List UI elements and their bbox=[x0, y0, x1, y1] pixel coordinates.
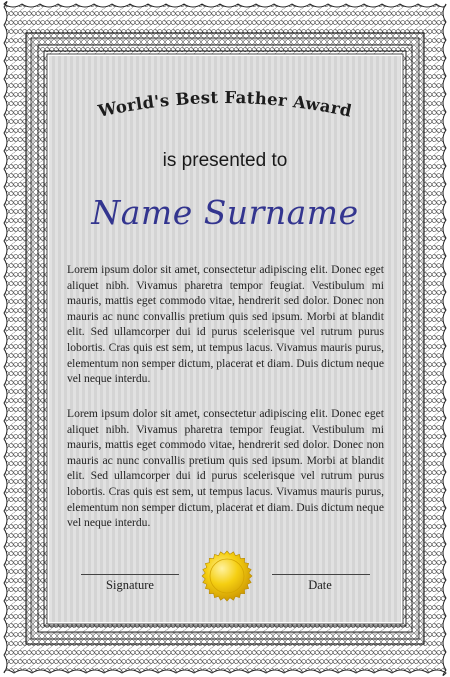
presented-to-text: is presented to bbox=[162, 150, 288, 171]
recipient-name: Name Surname bbox=[91, 193, 359, 232]
body-paragraph-1: Lorem ipsum dolor sit amet, consectetur adipiscing elit. Donec eget aliquet nibh. Vivamus pharetra tempor feugiat. Vestibulum mi mauris, mattis eget commodo vitae, hendrerit sed dolor. Donec non mauris ac nunc convallis pretium quis sed ipsum. Morbi at blandit elit. Sed ullamcorper dui id purus scelerisque vel rutrum purus lobortis. Cras quis est sem, ut tempus lacus. Vivamus mauris purus, elementum non semper dictum, placerat et diam. Duis dictum neque vel neque interdu. bbox=[67, 263, 384, 386]
svg-text:World's Best Father Award bbox=[96, 88, 354, 121]
signature-line bbox=[81, 574, 179, 575]
award-title bbox=[49, 80, 401, 150]
date-line bbox=[272, 574, 370, 575]
signature-label: Signature bbox=[106, 578, 154, 592]
body-paragraph-2: Lorem ipsum dolor sit amet, consectetur adipiscing elit. Donec eget aliquet nibh. Vivamus pharetra tempor feugiat. Vestibulum mi mauris, mattis eget commodo vitae, hendrerit sed dolor. Donec non mauris ac nunc convallis pretium quis sed ipsum. Morbi at blandit elit. Sed ullamcorper dui id purus scelerisque vel rutrum purus lobortis. Cras quis est sem, ut tempus lacus. Vivamus mauris purus, elementum non semper dictum, placerat et diam. Duis dictum neque vel neque interdu. bbox=[67, 407, 384, 530]
gold-seal-icon bbox=[201, 550, 253, 602]
date-label: Date bbox=[308, 578, 332, 592]
award-title-text: World's Best Father Award bbox=[96, 87, 354, 121]
